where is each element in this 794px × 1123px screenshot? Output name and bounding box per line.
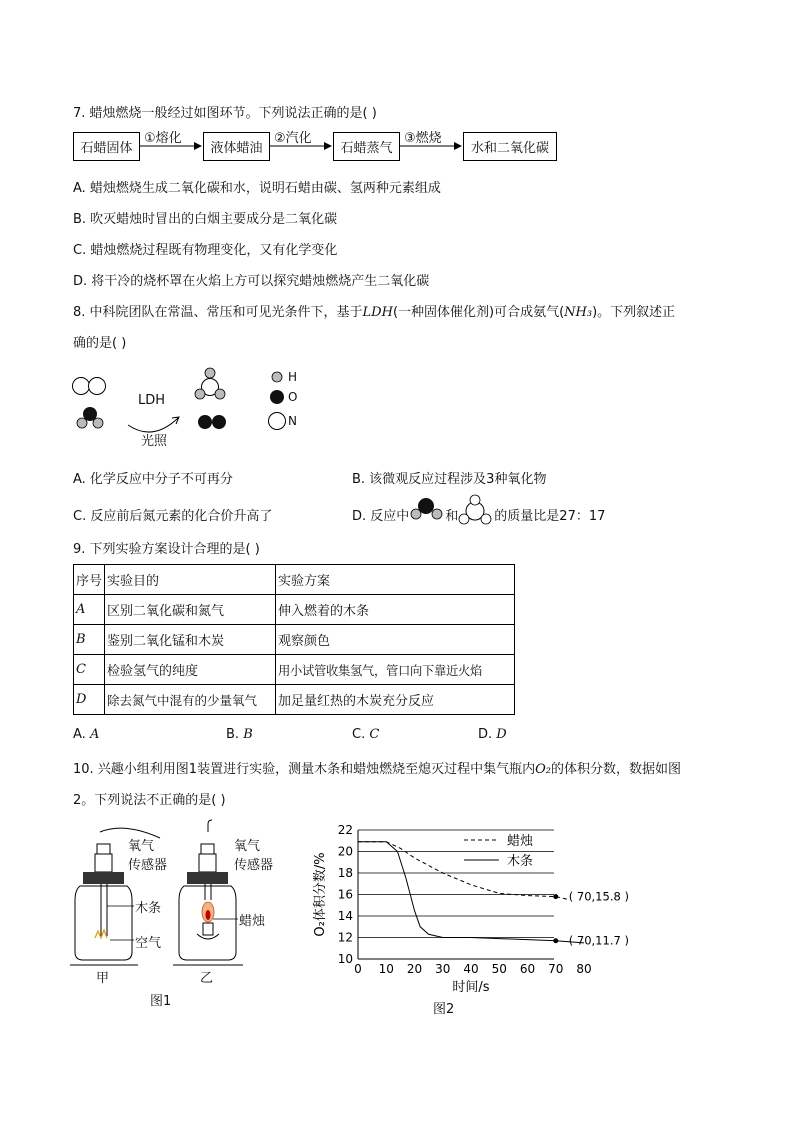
x-tick-label: 40 bbox=[463, 962, 479, 976]
x-tick-label: 80 bbox=[576, 962, 592, 976]
fig2-caption: 图2 bbox=[433, 1002, 455, 1017]
sensor-label-jia: 氧气 传感器 bbox=[128, 839, 168, 873]
table-cell: A bbox=[74, 595, 105, 625]
legend-h-icon bbox=[272, 372, 282, 382]
q10-stem-line1: 10. 兴趣小组利用图1装置进行实验，测量木条和蜡烛燃烧至熄灭过程中集气瓶内O₂的体积分数，数据如图 bbox=[73, 762, 681, 777]
data-label: ( 70,15.8 ) bbox=[568, 889, 629, 904]
q9-option-b: B. B bbox=[226, 727, 253, 742]
legend-o-icon bbox=[270, 390, 284, 404]
x-tick-label: 60 bbox=[519, 962, 536, 976]
x-tick-label: 30 bbox=[435, 962, 451, 976]
q9-option-d: D. D bbox=[478, 727, 507, 742]
table-header: 实验目的 bbox=[105, 565, 276, 595]
q8-reaction-diagram bbox=[68, 362, 318, 457]
data-point bbox=[553, 938, 558, 943]
table-cell: 检验氢气的纯度 bbox=[105, 655, 276, 685]
table-row bbox=[74, 625, 515, 655]
q8-option-b: B. 该微观反应过程涉及3种氧化物 bbox=[352, 472, 547, 487]
y-tick-label: 14 bbox=[337, 909, 353, 923]
o2-fraction-chart bbox=[306, 818, 629, 1003]
stick-label: 木条 bbox=[135, 901, 162, 916]
table-header: 序号 bbox=[74, 565, 105, 595]
q8-option-a: A. 化学反应中分子不可再分 bbox=[73, 472, 233, 487]
condition-label: 光照 bbox=[141, 434, 168, 449]
air-label: 空气 bbox=[135, 936, 162, 951]
table-header-row bbox=[74, 565, 515, 595]
flow-step-melt: ①熔化 bbox=[144, 131, 182, 146]
q8-stem-line1: 8. 中科院团队在常温、常压和可见光条件下，基于LDH(一种固体催化剂)可合成氨气(NH₃)。下列叙述正 bbox=[73, 305, 676, 320]
q9-option-c: C. C bbox=[352, 727, 380, 742]
table-cell: B bbox=[74, 625, 105, 655]
q7-option-a: A. 蜡烛燃烧生成二氧化碳和水，说明石蜡由碳、氢两种元素组成 bbox=[73, 181, 441, 196]
nh3-molecule-icon bbox=[195, 368, 225, 399]
table-row bbox=[74, 655, 515, 685]
q8-option-d: D. 反应中 和 的质量比是27：17 bbox=[352, 509, 606, 524]
y-tick-label: 12 bbox=[337, 930, 353, 945]
x-axis-label: 时间/s bbox=[452, 980, 490, 995]
nh3-option-icon bbox=[457, 494, 493, 526]
y-axis-label: O₂体积分数/% bbox=[313, 852, 328, 937]
table-row bbox=[74, 685, 515, 715]
table-cell: 加足量红热的木炭充分反应 bbox=[276, 685, 515, 715]
data-label: ( 70,11.7 ) bbox=[568, 933, 629, 948]
q7-option-b: B. 吹灭蜡烛时冒出的白烟主要成分是二氧化碳 bbox=[73, 212, 338, 227]
fig1-caption: 图1 bbox=[150, 994, 172, 1009]
table-cell: 除去氮气中混有的少量氧气 bbox=[105, 685, 276, 715]
o2-molecule-icon bbox=[198, 415, 226, 429]
table-cell: 区别二氧化碳和氮气 bbox=[105, 595, 276, 625]
x-tick-label: 10 bbox=[378, 962, 394, 976]
catalyst-label: LDH bbox=[138, 393, 166, 408]
x-tick-label: 20 bbox=[406, 962, 423, 976]
label-yi: 乙 bbox=[200, 971, 214, 986]
flow-step-burn: ③燃烧 bbox=[404, 131, 442, 146]
data-point bbox=[553, 894, 558, 899]
h2o-option-icon bbox=[410, 496, 446, 522]
x-tick-label: 70 bbox=[548, 962, 564, 976]
candle-label: 蜡烛 bbox=[239, 914, 266, 929]
y-tick-label: 18 bbox=[337, 866, 353, 880]
label-jia: 甲 bbox=[96, 971, 110, 986]
flow-box-3: 石蜡蒸气 bbox=[333, 132, 400, 161]
table-cell: 鉴别二氧化锰和木炭 bbox=[105, 625, 276, 655]
table-header: 实验方案 bbox=[276, 565, 515, 595]
y-tick-label: 16 bbox=[337, 887, 353, 902]
table-cell: 观察颜色 bbox=[276, 625, 515, 655]
y-tick-label: 20 bbox=[337, 844, 353, 859]
table-row bbox=[74, 595, 515, 625]
legend-label: 蜡烛 bbox=[507, 834, 534, 849]
flow-box-1: 石蜡固体 bbox=[73, 132, 140, 161]
table-cell: C bbox=[74, 655, 105, 685]
series-line-1 bbox=[358, 842, 570, 900]
q8-option-c: C. 反应前后氮元素的化合价升高了 bbox=[73, 509, 273, 524]
table-cell: 伸入燃着的木条 bbox=[276, 595, 515, 625]
table-cell: 用小试管收集氢气，管口向下靠近火焰 bbox=[276, 655, 515, 685]
h2o-molecule-icon bbox=[77, 407, 103, 428]
flow-step-vaporize: ②汽化 bbox=[274, 131, 312, 146]
q10-stem-line2: 2。下列说法不正确的是( ) bbox=[73, 793, 226, 808]
n2-molecule-icon bbox=[73, 378, 106, 395]
bottle-yi-icon bbox=[173, 820, 243, 965]
legend-o-label: O bbox=[288, 390, 298, 404]
legend-h-label: H bbox=[288, 370, 298, 384]
q7-option-d: D. 将干冷的烧杯罩在火焰上方可以探究蜡烛燃烧产生二氧化碳 bbox=[73, 274, 430, 289]
x-tick-label: 50 bbox=[491, 962, 507, 976]
legend-label: 木条 bbox=[507, 854, 534, 869]
legend-n-icon bbox=[269, 413, 286, 430]
series-line-2 bbox=[358, 842, 584, 943]
q9-option-a: A. A bbox=[73, 727, 100, 742]
table-cell: D bbox=[74, 685, 105, 715]
q7-option-c: C. 蜡烛燃烧过程既有物理变化，又有化学变化 bbox=[73, 243, 338, 258]
q9-stem: 9. 下列实验方案设计合理的是( ) bbox=[73, 542, 260, 557]
flow-box-2: 液体蜡油 bbox=[203, 132, 270, 161]
q7-stem: 7. 蜡烛燃烧一般经过如图环节。下列说法正确的是( ) bbox=[73, 106, 377, 121]
x-tick-label: 0 bbox=[354, 962, 362, 976]
flow-box-4: 水和二氧化碳 bbox=[463, 132, 557, 161]
sensor-label-yi: 氧气 传感器 bbox=[234, 839, 274, 873]
legend-n-label: N bbox=[288, 414, 297, 428]
q9-table bbox=[73, 564, 515, 715]
y-tick-label: 22 bbox=[337, 823, 353, 837]
y-tick-label: 10 bbox=[337, 952, 353, 966]
q8-stem-line2: 确的是( ) bbox=[73, 336, 127, 351]
